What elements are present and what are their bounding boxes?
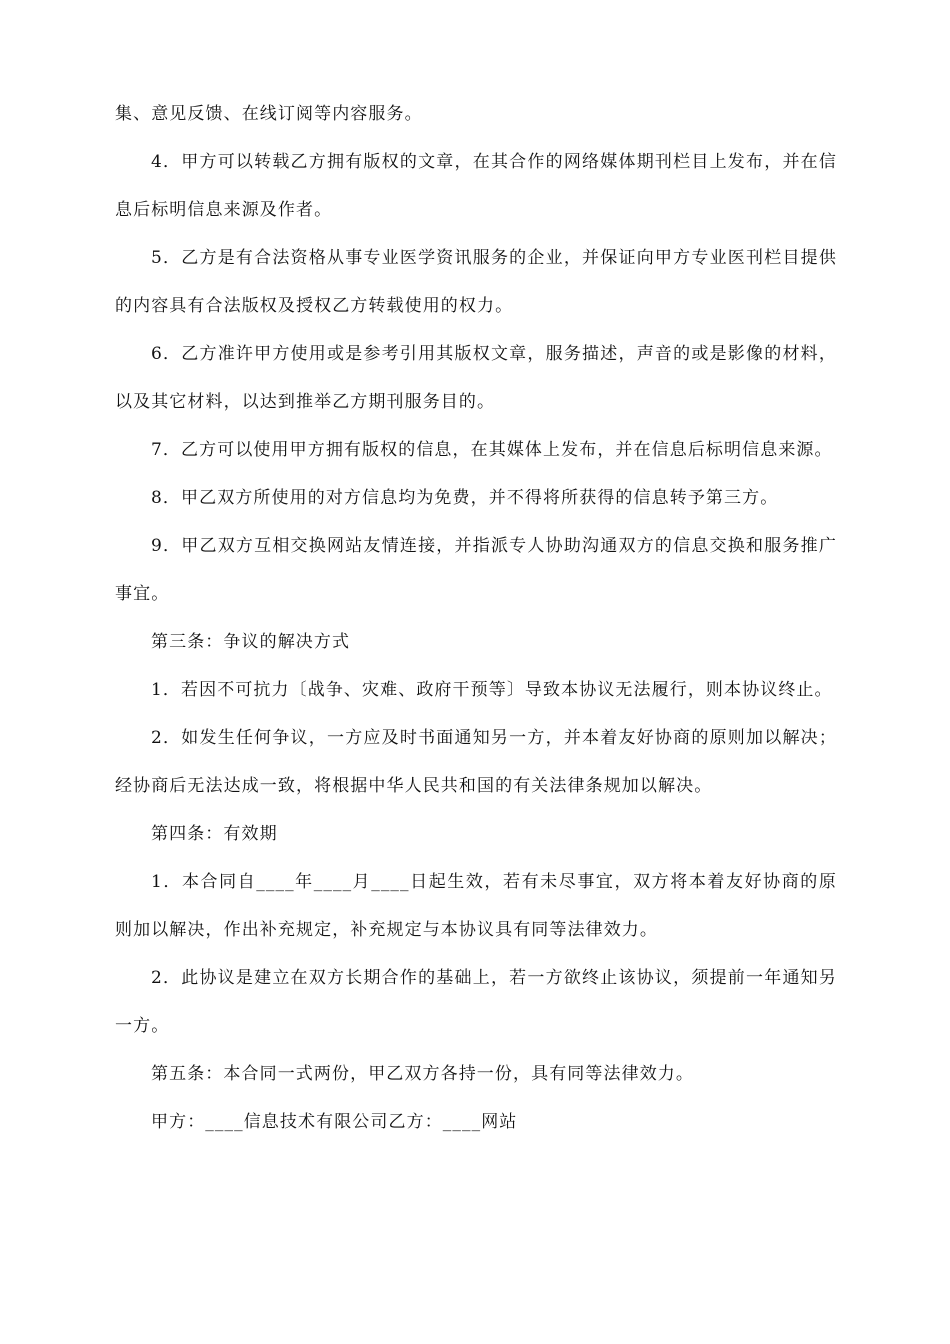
article-5: 第五条：本合同一式两份，甲乙双方各持一份，具有同等法律效力。 <box>151 1064 694 1084</box>
paragraph-continuation: 集、意见反馈、在线订阅等内容服务。 <box>115 104 423 124</box>
article-3-heading: 第三条：争议的解决方式 <box>151 632 351 652</box>
clause-4: 4．甲方可以转载乙方拥有版权的文章，在其合作的网络媒体期刊栏目上发布，并在信息后标明信息来源及作者。 <box>115 152 837 220</box>
clause-7: 7．乙方可以使用甲方拥有版权的信息，在其媒体上发布，并在信息后标明信息来源。 <box>151 440 833 460</box>
article-3-clause-1: 1．若因不可抗力〔战争、灾难、政府干预等〕导致本协议无法履行，则本协议终止。 <box>151 680 833 700</box>
article-3-clause-2: 2．如发生任何争议，一方应及时书面通知另一方，并本着友好协商的原则加以解决；经协商后无法达成一致，将根据中华人民共和国的有关法律条规加以解决。 <box>115 728 837 796</box>
document-body <box>115 90 837 1146</box>
clause-9: 9．甲乙双方互相交换网站友情连接，并指派专人协助沟通双方的信息交换和服务推广事宜。 <box>115 536 837 604</box>
clause-6: 6．乙方准许甲方使用或是参考引用其版权文章，服务描述，声音的或是影像的材料，以及其它材料，以达到推举乙方期刊服务目的。 <box>115 344 837 412</box>
clause-8: 8．甲乙双方所使用的对方信息均为免费，并不得将所获得的信息转予第三方。 <box>151 488 779 508</box>
clause-5: 5．乙方是有合法资格从事专业医学资讯服务的企业，并保证向甲方专业医刊栏目提供的内容具有合法版权及授权乙方转载使用的权力。 <box>115 248 837 316</box>
article-4-clause-1: 1．本合同自____年____月____日起生效，若有未尽事宜，双方将本着友好协商的原则加以解决，作出补充规定，补充规定与本协议具有同等法律效力。 <box>115 872 837 940</box>
article-4-heading: 第四条：有效期 <box>151 824 278 844</box>
article-4-clause-2: 2．此协议是建立在双方长期合作的基础上，若一方欲终止该协议，须提前一年通知另一方。 <box>115 968 837 1036</box>
signature-line: 甲方：____信息技术有限公司乙方：____网站 <box>151 1112 518 1132</box>
